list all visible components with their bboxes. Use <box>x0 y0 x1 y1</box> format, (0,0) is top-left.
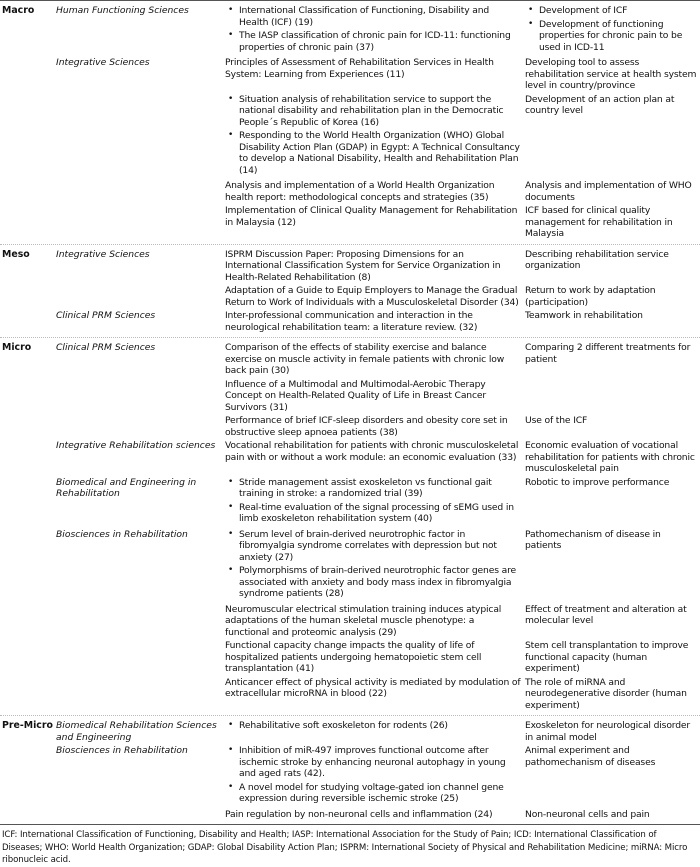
article-title-list <box>225 720 521 732</box>
article-title-cell <box>225 249 525 284</box>
purpose-list <box>525 5 698 53</box>
table-row <box>225 477 700 527</box>
article-title-cell <box>225 677 525 712</box>
science-entries <box>225 720 700 745</box>
purpose-text: Use of the ICF <box>525 415 588 426</box>
article-title-list-item: • Inhibition of miR-497 improves functional outcome after ischemic stroke by enhancing neuronal autophagy in young and aged rats (42). <box>239 745 521 780</box>
table-row <box>225 180 700 203</box>
level-label: Micro <box>2 342 32 353</box>
science-entries <box>225 5 700 57</box>
purpose-cell <box>525 677 700 712</box>
article-title-cell <box>225 415 525 438</box>
article-title-text: Pain regulation by non-neuronal cells and inflammation (24) <box>225 808 493 820</box>
table-row <box>225 379 700 414</box>
article-title-text: Functional capacity change impacts the quality of life of hospitalized patients undergoing hematopoietic stem cell transplantation (41) <box>225 640 482 674</box>
table-row <box>225 310 700 333</box>
purpose-text: The role of miRNA and neurodegenerative disorder (human experiment) <box>525 676 687 711</box>
article-title-list-item: • Stride management assist exoskeleton vs functional gait training in stroke: a randomized trial (39) <box>239 477 521 500</box>
table-row <box>225 249 700 284</box>
science-block <box>56 249 700 311</box>
purpose-cell <box>525 180 700 203</box>
article-title-cell <box>225 342 525 377</box>
article-title-cell <box>225 745 525 807</box>
science-name: Human Functioning Sciences <box>56 5 189 16</box>
purpose-text: Animal experiment and pathomechanism of diseases <box>525 745 656 768</box>
table-row <box>225 440 700 475</box>
article-title-cell <box>225 529 525 602</box>
science-block <box>56 745 700 822</box>
purpose-cell <box>525 57 700 92</box>
article-title-text: Neuromuscular electrical stimulation training induces atypical adaptations of the human skeletal muscle phenotype: a functional and proteomic analysis (29) <box>225 603 502 638</box>
article-title-cell <box>225 94 525 179</box>
table-row <box>225 342 700 377</box>
article-title-cell <box>225 379 525 414</box>
table-row <box>225 285 700 308</box>
purpose-cell <box>525 640 700 675</box>
science-entries <box>225 477 700 529</box>
table-row <box>225 529 700 602</box>
purpose-cell <box>525 249 700 284</box>
purpose-cell <box>525 720 700 743</box>
science-entries <box>225 342 700 440</box>
article-title-cell <box>225 205 525 240</box>
article-title-text: Anticancer effect of physical activity is mediated by modulation of extracellular microRNA in blood (22) <box>225 676 521 699</box>
table-row <box>225 677 700 712</box>
article-title-list-item: • Rehabilitative soft exoskeleton for rodents (26) <box>239 720 521 732</box>
purpose-text: Stem cell transplantation to improve functional capacity (human experiment) <box>525 640 689 674</box>
purpose-cell <box>525 94 700 179</box>
level-label: Meso <box>2 248 30 260</box>
purpose-cell <box>525 285 700 308</box>
purpose-text: Effect of treatment and alteration at molecular level <box>525 603 687 626</box>
level-sciences <box>56 720 700 822</box>
purpose-cell <box>525 604 700 639</box>
level-sciences <box>56 342 700 713</box>
article-title-list-item: • Polymorphisms of brain-derived neurotrophic factor genes are associated with anxiety and body mass index in fibromyalgia syndrome patients (28) <box>239 565 521 600</box>
purpose-cell <box>525 5 700 55</box>
science-block <box>56 342 700 440</box>
table-row <box>225 745 700 807</box>
purpose-text: Economic evaluation of vocational rehabilitation for patients with chronic musculoskeletal pain <box>525 440 695 474</box>
science-name: Clinical PRM Sciences <box>56 310 156 321</box>
article-title-list-item: • Situation analysis of rehabilitation service to support the national disability and rehabilitation plan in the Democratic People´s Republic of Korea (16) <box>239 94 521 129</box>
level-row <box>0 1 700 245</box>
article-title-list <box>225 477 521 525</box>
level-row <box>0 245 700 339</box>
purpose-text: Comparing 2 different treatments for patient <box>525 342 691 365</box>
article-title-cell <box>225 809 525 821</box>
science-entries <box>225 529 700 714</box>
article-title-list <box>225 529 521 600</box>
science-block <box>56 720 700 745</box>
purpose-text: Analysis and implementation of WHO documents <box>525 180 692 203</box>
purpose-cell <box>525 440 700 475</box>
science-block <box>56 477 700 529</box>
article-title-list-item: • International Classification of Functioning, Disability and Health (ICF) (19) <box>239 5 521 28</box>
article-title-list <box>225 94 521 177</box>
article-title-list-item: • The IASP classification of chronic pain for ICD-11: functioning properties of chronic pain (37) <box>239 30 521 53</box>
article-title-text: Influence of a Multimodal and Multimodal-Aerobic Therapy Concept on Health-Related Quality of Life in Breast Cancer Survivors (31) <box>225 378 486 413</box>
science-entries <box>225 745 700 822</box>
table-row <box>225 57 700 92</box>
level-sciences <box>56 249 700 336</box>
purpose-cell <box>525 415 700 438</box>
purpose-text: ICF based for clinical quality management for rehabilitation in Malaysia <box>525 205 673 239</box>
purpose-cell <box>525 477 700 527</box>
purpose-cell <box>525 342 700 377</box>
article-title-text: Adaptation of a Guide to Equip Employers to Manage the Gradual Return to Work of Individuals with a Musculoskeletal Disorder (34) <box>225 285 519 308</box>
science-entries <box>225 249 700 311</box>
purpose-text: Exoskeleton for neurological disorder in animal model <box>525 720 691 743</box>
purpose-cell <box>525 745 700 807</box>
purpose-list-item: • Development of functioning properties for chronic pain to be used in ICD-11 <box>539 19 698 54</box>
purpose-cell <box>525 379 700 414</box>
purpose-cell <box>525 310 700 333</box>
article-title-cell <box>225 285 525 308</box>
article-title-cell <box>225 720 525 743</box>
purpose-text: Developing tool to assess rehabilitation service at health system level in country/province <box>525 57 697 91</box>
science-name: Biosciences in Rehabilitation <box>56 745 188 756</box>
science-name: Biomedical and Engineering in Rehabilitation <box>56 476 197 499</box>
level-sciences <box>56 5 700 242</box>
purpose-text: Non-neuronal cells and pain <box>525 808 650 820</box>
level-label: Pre-Micro <box>2 720 53 731</box>
science-block <box>56 529 700 714</box>
article-title-list-item: • A novel model for studying voltage-gated ion channel gene expression during reversible ischemic stroke (25) <box>239 782 521 805</box>
science-entries <box>225 310 700 335</box>
article-title-list-item: • Responding to the World Health Organization (WHO) Global Disability Action Plan (GDAP) in Egypt: A Technical Consultancy to develop a National Disability, Health and Rehabilitation Plan (14) <box>239 130 521 176</box>
science-block <box>56 5 700 57</box>
article-title-list <box>225 5 521 53</box>
science-name: Integrative Sciences <box>56 248 150 260</box>
article-title-text: Analysis and implementation of a World Health Organization health report: methodological concepts and strategies (35) <box>225 180 495 203</box>
purpose-text: Robotic to improve performance <box>525 476 670 488</box>
purpose-text: Describing rehabilitation service organization <box>525 248 669 271</box>
article-title-text: ISPRM Discussion Paper: Proposing Dimensions for an International Classification System for Service Organization in Health-Related Rehabilitation (8) <box>225 248 501 283</box>
table-row <box>225 205 700 240</box>
table-row <box>225 720 700 743</box>
level-label: Macro <box>2 5 35 16</box>
purpose-text: Return to work by adaptation (participation) <box>525 285 656 308</box>
article-title-text: Inter-professional communication and interaction in the neurological rehabilitation team: a literature review. (32) <box>225 310 478 333</box>
science-block <box>56 310 700 335</box>
science-block <box>56 57 700 242</box>
science-name: Biomedical Rehabilitation Sciences and Engineering <box>56 720 217 743</box>
science-entries <box>225 440 700 477</box>
table-row <box>225 415 700 438</box>
article-title-text: Performance of brief ICF-sleep disorders and obesity core set in obstructive sleep apnoea patients (38) <box>225 415 508 438</box>
article-title-text: Implementation of Clinical Quality Management for Rehabilitation in Malaysia (12) <box>225 205 518 228</box>
science-name: Integrative Rehabilitation sciences <box>56 440 216 451</box>
level-row <box>0 716 700 825</box>
science-name: Integrative Sciences <box>56 57 150 68</box>
table-row <box>225 640 700 675</box>
table-footnote: ICF: International Classification of Functioning, Disability and Health; IASP: International Association for the Study of Pain; ICD: International Classification of Diseases; WHO: World Health Organization; GDAP: Global Disability Action Plan; ISPRM: International Society of Physical and Rehabilitation Medicine; miRNA: Micro ribonucleic acid. <box>2 830 688 865</box>
article-title-cell <box>225 5 525 55</box>
science-block <box>56 440 700 477</box>
article-title-text: Vocational rehabilitation for patients with chronic musculoskeletal pain with or without a work module: an economic evaluation (33) <box>225 440 519 463</box>
article-title-cell <box>225 180 525 203</box>
purpose-text: Pathomechanism of disease in patients <box>525 528 661 551</box>
article-title-cell <box>225 310 525 333</box>
purpose-text: Teamwork in rehabilitation <box>525 310 643 321</box>
article-title-text: Comparison of the effects of stability exercise and balance exercise on muscle activity in female patients with chronic low back pain (30) <box>225 342 505 376</box>
article-title-list-item: • Serum level of brain-derived neurotrophic factor in fibromyalgia syndrome correlates with depression but not anxiety (27) <box>239 529 521 564</box>
table-row <box>225 604 700 639</box>
article-title-text: Principles of Assessment of Rehabilitation Services in Health System: Learning from Experiences (11) <box>225 57 494 80</box>
purpose-cell <box>525 809 700 821</box>
table-row <box>225 5 700 55</box>
article-title-cell <box>225 440 525 475</box>
article-title-cell <box>225 477 525 527</box>
level-row <box>0 338 700 716</box>
table-row <box>225 94 700 179</box>
purpose-cell <box>525 205 700 240</box>
science-entries <box>225 57 700 242</box>
article-title-cell <box>225 604 525 639</box>
science-name: Biosciences in Rehabilitation <box>56 528 188 540</box>
table-row <box>225 809 700 821</box>
purpose-cell <box>525 529 700 602</box>
article-title-list-item: • Real-time evaluation of the signal processing of sEMG used in limb exoskeleton rehabilitation system (40) <box>239 502 521 525</box>
science-name: Clinical PRM Sciences <box>56 342 156 353</box>
article-title-cell <box>225 640 525 675</box>
purpose-text: Development of an action plan at country level <box>525 93 675 116</box>
purpose-list-item: • Development of ICF <box>539 5 698 17</box>
article-title-cell <box>225 57 525 92</box>
article-title-list <box>225 745 521 805</box>
